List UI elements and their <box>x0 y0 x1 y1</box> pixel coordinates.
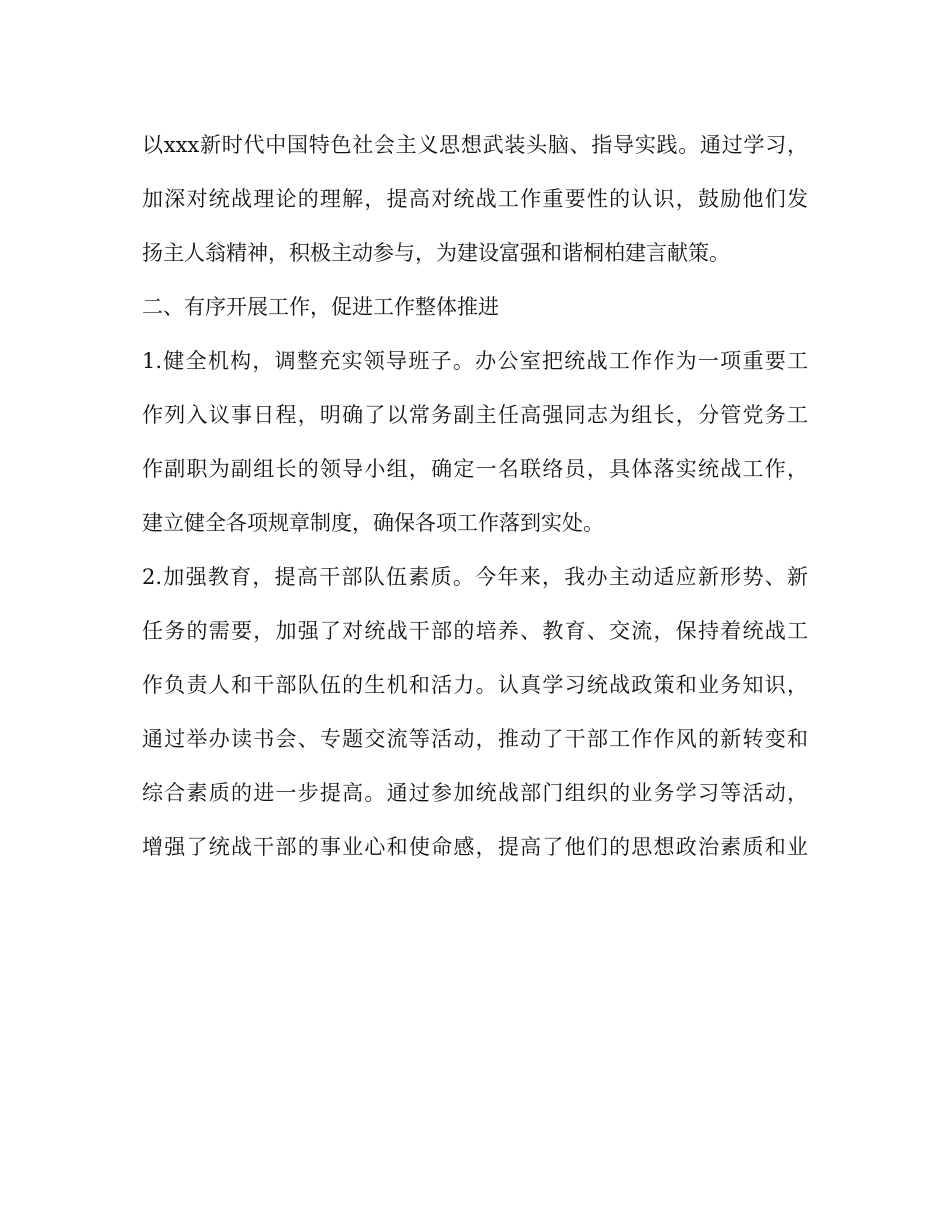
document-body <box>142 126 808 882</box>
text-line: 通过举办读书会、专题交流等活动，推动了干部工作作风的新转变和 <box>142 727 808 751</box>
text-line: 1.健全机构，调整充实领导班子。办公室把统战工作作为一项重要工 <box>142 349 808 373</box>
text-line: 作副职为副组长的领导小组，确定一名联络员，具体落实统战工作， <box>142 457 808 481</box>
section-heading: 二、有序开展工作，促进工作整体推进 <box>142 295 499 319</box>
text-line: 作列入议事日程，明确了以常务副主任高强同志为组长，分管党务工 <box>142 403 808 427</box>
text-line: 加深对统战理论的理解，提高对统战工作重要性的认识，鼓励他们发 <box>142 187 808 211</box>
text-line: 2.加强教育，提高干部队伍素质。今年来，我办主动适应新形势、新 <box>142 565 808 589</box>
text-line: 增强了统战干部的事业心和使命感，提高了他们的思想政治素质和业 <box>142 835 808 859</box>
text-line: 任务的需要，加强了对统战干部的培养、教育、交流，保持着统战工 <box>142 619 808 643</box>
text-line: 综合素质的进一步提高。通过参加统战部门组织的业务学习等活动， <box>142 781 808 805</box>
text-line: 以xxx新时代中国特色社会主义思想武装头脑、指导实践。通过学习， <box>142 133 808 157</box>
text-line: 作负责人和干部队伍的生机和活力。认真学习统战政策和业务知识， <box>142 673 808 697</box>
text-line: 建立健全各项规章制度，确保各项工作落到实处。 <box>142 511 604 535</box>
text-line: 扬主人翁精神，积极主动参与，为建设富强和谐桐柏建言献策。 <box>142 241 730 265</box>
